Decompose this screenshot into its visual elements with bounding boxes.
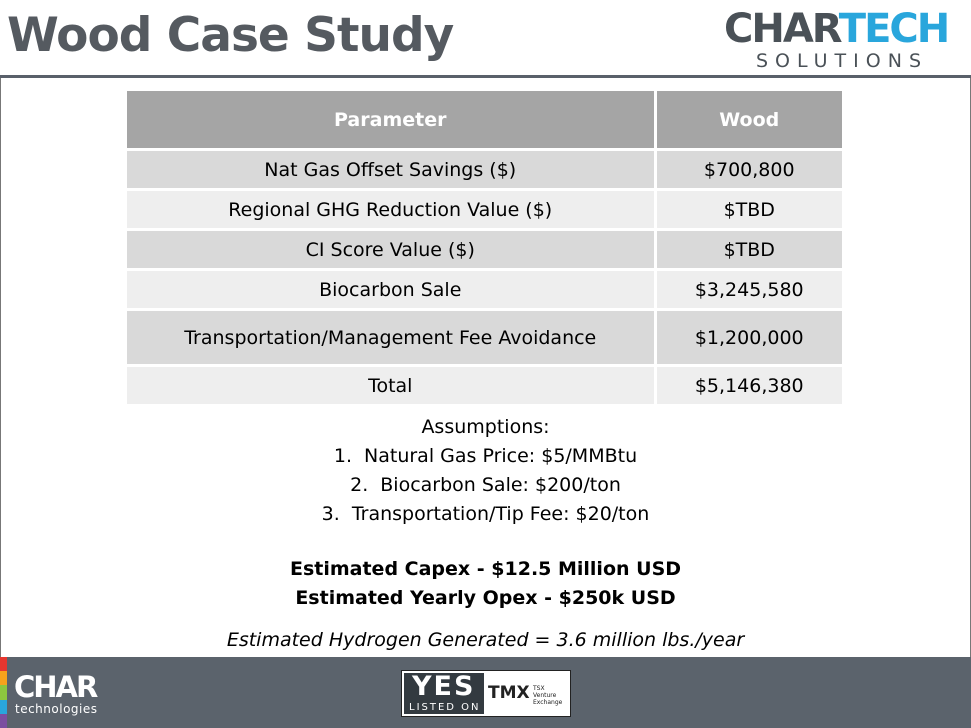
- value-cell: $700,800: [655, 150, 844, 190]
- list-text: Biocarbon Sale: $200/ton: [380, 474, 621, 496]
- stripe-purple: [0, 714, 7, 728]
- list-number: 3.: [321, 503, 340, 525]
- stripe-green: [0, 685, 7, 699]
- header-divider: [0, 75, 971, 78]
- chartech-solutions-logo: [724, 6, 964, 72]
- parameter-cell: CI Score Value ($): [127, 230, 655, 270]
- parameter-cell: Biocarbon Sale: [127, 270, 655, 310]
- stripe-orange: [0, 671, 7, 685]
- slide-title: Wood Case Study: [7, 8, 454, 63]
- stripe-blue: [0, 700, 7, 714]
- list-text: Transportation/Tip Fee: $20/ton: [351, 503, 650, 525]
- table-row: [127, 150, 844, 190]
- value-cell: $1,200,000: [655, 310, 844, 366]
- value-cell: $TBD: [655, 230, 844, 270]
- capex-estimate: Estimated Capex - $12.5 Million USD: [289, 558, 682, 580]
- value-cell: $TBD: [655, 190, 844, 230]
- column-header-parameter: Parameter: [127, 91, 655, 150]
- parameter-cell: Regional GHG Reduction Value ($): [127, 190, 655, 230]
- char-logo-text: CHAR: [14, 670, 97, 704]
- list-text: Natural Gas Price: $5/MMBtu: [364, 445, 638, 467]
- color-stripe: [0, 657, 7, 728]
- list-item: [0, 471, 971, 500]
- badge-tmx-text: TMX: [488, 683, 530, 703]
- list-number: 2.: [350, 474, 369, 496]
- table-row: [127, 230, 844, 270]
- stripe-red: [0, 657, 7, 671]
- value-cell: $3,245,580: [655, 270, 844, 310]
- tsx-venture-badge: [401, 670, 571, 717]
- list-item: [0, 442, 971, 471]
- table-row-total: [127, 366, 844, 406]
- logo-tech-text: TECH: [838, 6, 949, 52]
- assumptions-list: [0, 442, 971, 529]
- table-header-row: [127, 91, 844, 150]
- char-logo-subtext: technologies: [15, 702, 98, 716]
- parameter-table: [127, 91, 845, 407]
- value-cell: $5,146,380: [655, 366, 844, 406]
- yes-box: [404, 673, 484, 714]
- logo-solutions-text: SOLUTIONS: [756, 50, 928, 72]
- parameter-cell: Total: [127, 366, 655, 406]
- table-row: [127, 190, 844, 230]
- assumptions-heading: Assumptions:: [421, 416, 550, 438]
- badge-listed-text: LISTED ON: [409, 702, 481, 713]
- table-row: [127, 270, 844, 310]
- list-item: [0, 500, 971, 529]
- logo-char-text: CHAR: [724, 6, 839, 52]
- table-row: [127, 310, 844, 366]
- parameter-cell: Nat Gas Offset Savings ($): [127, 150, 655, 190]
- column-header-wood: Wood: [655, 91, 844, 150]
- char-technologies-logo: [14, 672, 124, 718]
- badge-yes-text: YES: [412, 671, 476, 702]
- list-number: 1.: [333, 445, 353, 467]
- opex-estimate: Estimated Yearly Opex - $250k USD: [295, 587, 676, 609]
- badge-exchange-text: TSX Venture Exchange: [533, 685, 563, 706]
- hydrogen-estimate: Estimated Hydrogen Generated = 3.6 million lbs./year: [226, 629, 745, 651]
- parameter-cell: Transportation/Management Fee Avoidance: [127, 310, 655, 366]
